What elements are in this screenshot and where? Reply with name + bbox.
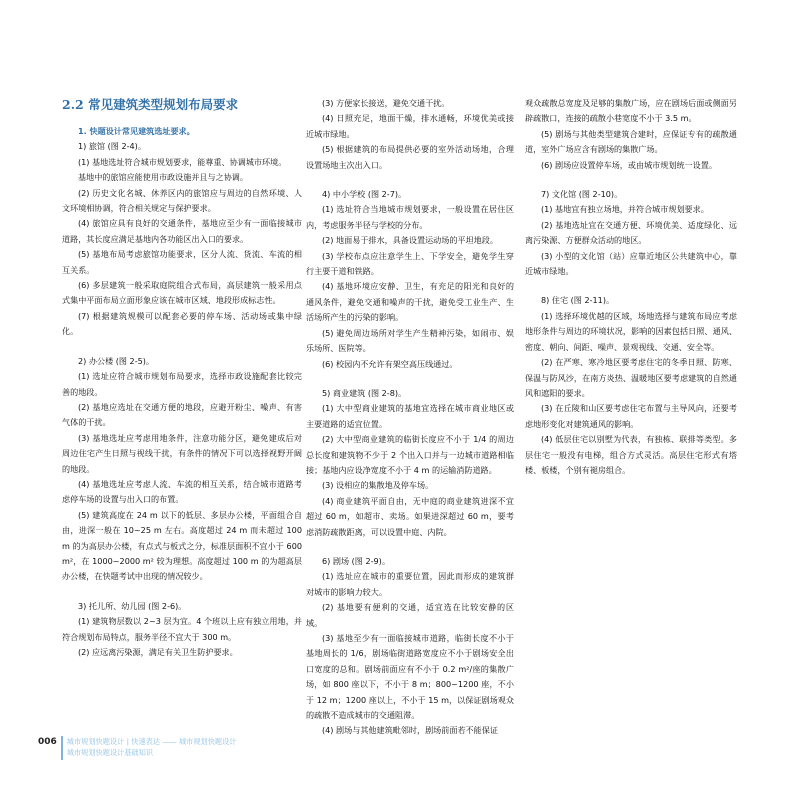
paragraph: (2) 历史文化名城、休养区内的旅馆应与周边的自然环境、人文环境相协调，符合相关规定与保护要求。 — [62, 187, 302, 214]
paragraph: (1) 建筑物层数以 2~3 层为宜。4 个班以上应有独立用地，并符合规划布局特点，服务半径不宜大于 300 m。 — [62, 616, 302, 642]
footer-divider — [61, 736, 63, 760]
paragraph: (2) 应远离污染源，满足有关卫生防护要求。 — [78, 647, 238, 657]
subheading: 3) 托儿所、幼儿园 (图 2-6)。 — [78, 600, 187, 611]
column-middle-body — [306, 96, 514, 739]
column-left-body — [62, 139, 302, 660]
paragraph: (1) 基地选址符合城市规划要求，能尊重、协调城市环境。 — [78, 156, 287, 167]
paragraph: (1) 基地宜有独立场地，并符合城市规划要求。 — [541, 204, 709, 215]
paragraph: (5) 剧场与其他类型建筑合建时，应保证专有的疏散通道，室外广场应含有剧场的集散广场。 — [525, 128, 737, 155]
paragraph: (4) 日照充足，地面干燥，排水通畅，环境优美或接近城市绿地。 — [306, 113, 514, 139]
section-title: 2.2 常见建筑类型规划布局要求 — [62, 97, 239, 112]
subheading: 4) 中小学校 (图 2-7)。 — [322, 189, 407, 200]
paragraph: (1) 选择环境优越的区域，场地选择与建筑布局应考虑地形条件与周边的环境状况，影响的因素包括日照、通风、密度、朝向、间距、噪声、景观视线、交通、安全等。 — [525, 310, 737, 352]
column-left — [62, 96, 302, 660]
subheading: 7) 文化馆 (图 2-10)。 — [541, 189, 623, 200]
paragraph: (3) 小型的文化馆（站）应靠近地区公共建筑中心，靠近城市绿地。 — [525, 250, 737, 277]
paragraph: (6) 校园内不允许有架空高压线通过。 — [322, 358, 458, 369]
paragraph: (4) 旅馆应具有良好的交通条件，基地应至少有一面临接城市道路，其长度应满足基地内各功能区出入口的要求。 — [62, 218, 302, 244]
paragraph: (5) 根据建筑的布局提供必要的室外活动场地，合理设置场地主次出入口。 — [306, 144, 514, 170]
paragraph: 基地中的旅馆应能使用市政设施并且与之协调。 — [78, 172, 248, 183]
paragraph: (3) 基地至少有一面临接城市道路，临街长度不小于基地周长的 1/6，剧场临街道路宽度应不小于剧场安全出口宽度的总和。剧场前面应有不小于 0.2 m²/座的集散广场，如 800 座以下，不小于 8 m；800~1200 座，不小于 12 m；1200 座以上，不小于 15 m，以保证剧场观众的疏散不造成城市的交通阻滞。 — [306, 633, 514, 721]
subheading: 1) 旅馆 (图 2-4)。 — [78, 141, 146, 152]
paragraph: (4) 低层住宅以别墅为代表，有独栋、联排等类型。多层住宅一般没有电梯，组合方式灵活。高层住宅形式有塔楼、板楼，个别有褪房组合。 — [525, 434, 737, 475]
subheading: 8) 住宅 (图 2-11)。 — [541, 295, 615, 306]
footer-chapter-title: 城市规划快题设计基础知识 — [66, 748, 154, 757]
paragraph: (1) 大中型商业建筑的基地宜选择在城市商业地区或主要道路的适宜位置。 — [306, 403, 514, 429]
paragraph: (2) 在严寒、寒冷地区要考虑住宅的冬季日照、防寒、保温与防风沙，在南方炎热、温暖地区要考虑建筑的自然通风和遮阳的要求。 — [525, 357, 737, 398]
paragraph: (2) 地面易于排水，具备设置运动场的平坦地段。 — [322, 235, 498, 246]
paragraph: (1) 选址应在城市的重要位置，因此而形成的建筑群对城市的影响力较大。 — [306, 571, 514, 597]
paragraph: (3) 方便家长接送，避免交通干扰。 — [322, 98, 450, 108]
paragraph: (5) 建筑高度在 24 m 以下的低层、多层办公楼，平面组合自由，进深一般在 10~25 m 左右。高度超过 24 m 而未超过 100 m 的为高层办公楼，有点式与板式之分，标准层面积不宜小于 600 m²，在 1000~2000 m² 较为理想。高度超过 100 m 的为超高层办公楼，在快题考试中出现的情况较少。 — [62, 509, 302, 582]
footer-series-title: 城市规划快题设计 | 快速表达 —— 城市规划快题设计 — [66, 737, 237, 746]
paragraph: (2) 基地要有便利的交通，适宜选在比较安静的区域。 — [306, 602, 514, 628]
column-right-body — [525, 96, 737, 478]
subheading: 5) 商业建筑 (图 2-8)。 — [322, 387, 407, 398]
paragraph: (3) 在丘陵和山区要考虑住宅布置与主导风向，还要考虑地形变化对建筑通风的影响。 — [525, 403, 737, 429]
page-number: 006 — [38, 737, 57, 747]
paragraph: (4) 商业建筑平面自由，无中庭的商业建筑进深不宜超过 60 m，如超市、卖场。如果进深超过 60 m，要考虑消防疏散距离，可以设置中庭、内院。 — [306, 495, 514, 537]
paragraph: (3) 学校布点应注意学生上、下学安全，避免学生穿行主要干道和铁路。 — [306, 250, 514, 277]
subsection-title: 1. 快题设计常见建筑选址要求。 — [78, 126, 195, 136]
paragraph: (6) 剧场应设置停车场，或由城市规划统一设置。 — [541, 159, 717, 170]
paragraph: (5) 基地布局考虑旅馆功能要求，区分人流、货流、车流的相互关系。 — [62, 249, 302, 275]
paragraph: (5) 避免周边场所对学生产生精神污染，如闹市、娱乐场所、医院等。 — [306, 327, 514, 354]
paragraph: (1) 选址应符合城市规划布局要求，选择市政设施配套比较完善的地段。 — [62, 371, 302, 397]
paragraph: (2) 基地应选址在交通方便的地段，应避开粉尘、噪声、有害气体的干扰。 — [62, 401, 302, 428]
paragraph: (2) 大中型商业建筑的临街长度应不小于 1/4 的周边总长度和建筑物不少于 2 个出入口并与一边城市道路相临接；基地内应设净宽度不小于 4 m 的运输消防道路。 — [306, 434, 514, 475]
page-footer — [38, 736, 236, 760]
paragraph: (7) 根据建筑规模可以配套必要的停车场、活动场或集中绿化。 — [62, 310, 302, 337]
paragraph: 观众疏散总宽度及足够的集散广场，应在剧场后面或侧面另辟疏散口，连接的疏散小巷宽度不小于 3.5 m。 — [525, 98, 737, 124]
paragraph: (2) 基地选址宜在交通方便、环境优美、适度绿化、远离污染源、方便群众活动的地区。 — [525, 219, 737, 246]
subheading: 2) 办公楼 (图 2-5)。 — [78, 355, 155, 366]
column-middle — [306, 96, 514, 739]
footer-text — [67, 736, 237, 758]
column-right — [525, 96, 737, 478]
paragraph: (1) 选址符合当地城市规划要求，一般设置在居住区内，考虑服务半径与学校的分布。 — [306, 204, 514, 230]
paragraph: (3) 基地选址应考虑用地条件，注意功能分区，避免建成后对周边住宅产生日照与视线干扰，有条件的情况下可以选择视野开阔的地段。 — [62, 432, 302, 474]
paragraph: (4) 剧场与其他建筑毗邻时，剧场前面若不能保证 — [322, 725, 498, 736]
paragraph: (4) 基地环境应安静、卫生，有充足的阳光和良好的通风条件，避免交通和噪声的干扰，避免受工业生产、生活场所产生的污染的影响。 — [306, 281, 514, 323]
paragraph: (4) 基地选址应考虑人流、车流的相互关系，结合城市道路考虑停车场的设置与出入口的布置。 — [62, 478, 302, 505]
paragraph: (3) 设相应的集散地及停车场。 — [322, 480, 434, 491]
subheading: 6) 剧场 (图 2-9)。 — [322, 555, 390, 566]
paragraph: (6) 多层建筑一般采取庭院组合式布局，高层建筑一般采用点式集中平面布局立面形象应该在城市区域、地段形成标志性。 — [62, 280, 302, 306]
